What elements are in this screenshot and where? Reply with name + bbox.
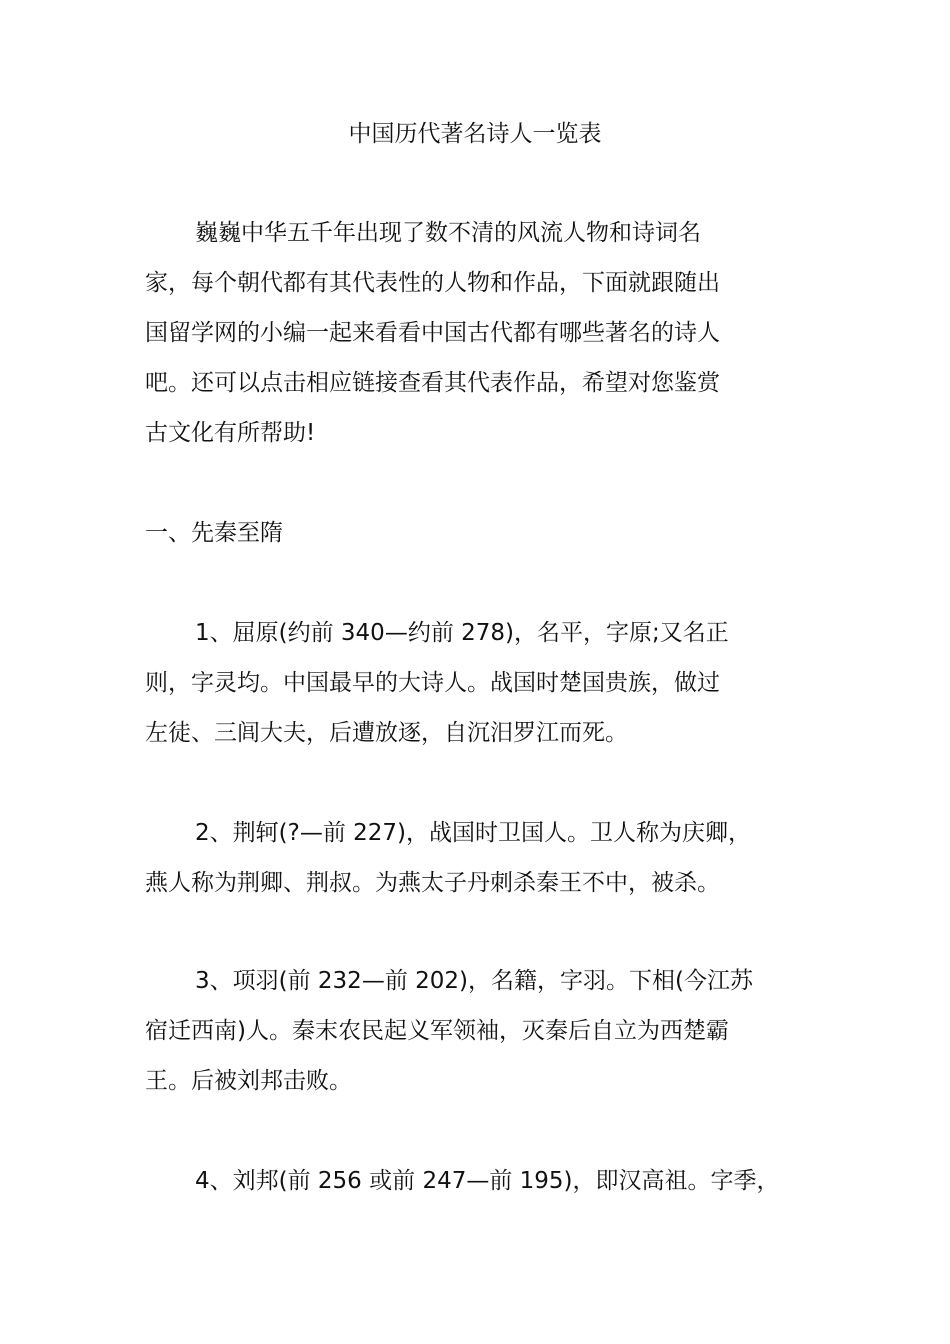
document-title: 中国历代著名诗人一览表 <box>348 121 602 147</box>
intro-line: 巍巍中华五千年出现了数不清的风流人物和诗词名 <box>195 220 701 246</box>
entry-line: 则，字灵均。中国最早的大诗人。战国时楚国贵族，做过 <box>145 670 720 696</box>
entry-line: 王。后被刘邦击败。 <box>145 1068 352 1094</box>
entry-line: 宿迁西南)人。秦末农民起义军领袖，灭秦后自立为西楚霸 <box>145 1018 729 1044</box>
entry-line: 3、项羽(前 232—前 202)，名籍，字羽。下相(今江苏 <box>195 968 753 994</box>
intro-line: 国留学网的小编一起来看看中国古代都有哪些著名的诗人 <box>145 320 720 346</box>
poet-entry-1 <box>145 608 795 758</box>
poet-entry-4 <box>145 1156 795 1206</box>
intro-line: 吧。还可以点击相应链接查看其代表作品，希望对您鉴赏 <box>145 370 720 396</box>
poet-entry-2 <box>145 808 795 908</box>
section-heading-text: 一、先秦至隋 <box>145 520 283 546</box>
entry-line: 1、屈原(约前 340—约前 278)，名平，字原;又名正 <box>195 620 729 646</box>
intro-line: 古文化有所帮助! <box>145 420 316 446</box>
entry-line: 燕人称为荆卿、荆叔。为燕太子丹刺杀秦王不中，被杀。 <box>145 870 720 896</box>
section-heading <box>145 508 795 558</box>
entry-line: 4、刘邦(前 256 或前 247—前 195)，即汉高祖。字季， <box>195 1168 780 1194</box>
intro-line: 家，每个朝代都有其代表性的人物和作品，下面就跟随出 <box>145 270 720 296</box>
intro-paragraph <box>145 208 795 458</box>
entry-line: 左徒、三闾大夫，后遭放逐，自沉汨罗江而死。 <box>145 720 628 746</box>
poet-entry-3 <box>145 956 795 1106</box>
entry-line: 2、荆轲(?—前 227)，战国时卫国人。卫人称为庆卿， <box>195 820 751 846</box>
